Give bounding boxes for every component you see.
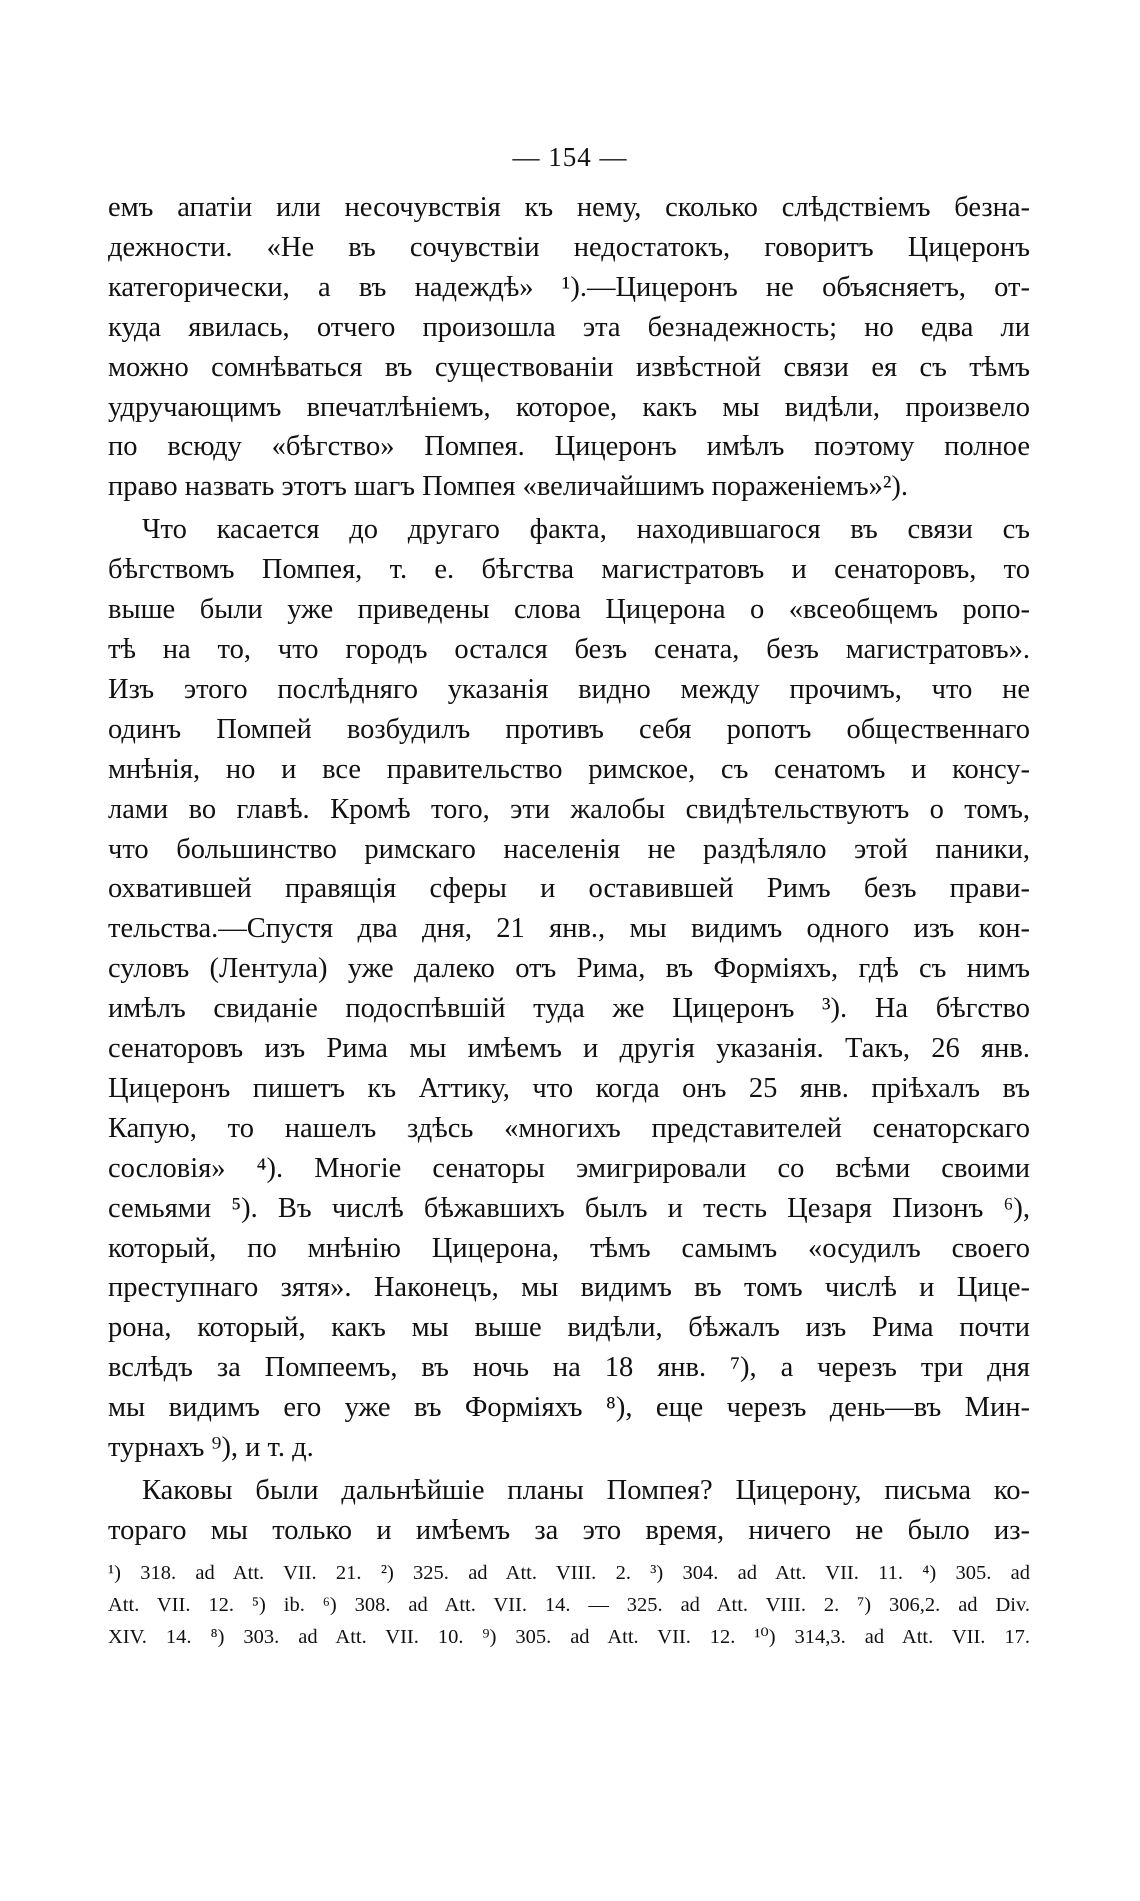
text-line: мы видимъ его уже въ Форміяхъ ⁸), еще черезъ день—въ Мин- (108, 1392, 1030, 1424)
text-line: который, по мнѣнію Цицерона, тѣмъ самымъ «осудилъ своего (108, 1232, 1030, 1264)
text-line: что большинство римскаго населенія не раздѣляло этой паники, (108, 833, 1030, 865)
text-line: одинъ Помпей возбудилъ противъ себя ропотъ общественнаго (108, 713, 1030, 745)
text-line: Изъ этого послѣдняго указанія видно между прочимъ, что не (108, 673, 1030, 705)
footnotes (108, 1557, 1030, 1653)
text-line: удручающимъ впечатлѣніемъ, которое, какъ мы видѣли, произвело (108, 391, 1030, 423)
text-line: бѣгствомъ Помпея, т. е. бѣгства магистратовъ и сенаторовъ, то (108, 554, 1030, 586)
text-line: охватившей правящія сферы и оставившей Римъ безъ прави- (108, 873, 1030, 905)
text-line: мнѣнія, но и все правительство римское, съ сенатомъ и консу- (108, 753, 1030, 785)
text-line: можно сомнѣваться въ существованіи извѣстной связи ея съ тѣмъ (108, 351, 1030, 383)
text-line: сословія» ⁴). Многіе сенаторы эмигрировали со всѣми своими (108, 1152, 1030, 1184)
paragraph-start-line: Что касается до другаго факта, находившагося въ связи съ (142, 514, 1030, 546)
text-line: преступнаго зятя». Наконецъ, мы видимъ въ томъ числѣ и Цице- (108, 1272, 1030, 1304)
text-line: имѣлъ свиданіе подоспѣвшій туда же Цицеронъ ³). На бѣгство (108, 993, 1030, 1025)
text-line: суловъ (Лентула) уже далеко отъ Рима, въ Форміяхъ, гдѣ съ нимъ (108, 953, 1030, 985)
text-line: тѣ на то, что городъ остался безъ сената, безъ магистратовъ». (108, 633, 1030, 665)
text-line: тораго мы только и имѣемъ за это время, ничего не было из- (108, 1514, 1030, 1546)
text-line: куда явилась, отчего произошла эта безнадежность; но едва ли (108, 311, 1030, 343)
text-line: категорически, а въ надеждѣ» ¹).—Цицеронъ не объясняетъ, от- (108, 271, 1030, 303)
footnote-line: XIV. 14. ⁸) 303. ad Att. VII. 10. ⁹) 305. ad Att. VII. 12. ¹⁰) 314,3. ad Att. VII. 17. (108, 1626, 1030, 1648)
text-line: право назвать этотъ шагъ Помпея «величайшимъ пораженіемъ»²). (108, 471, 908, 503)
paragraph-start-line: Каковы были дальнѣйшіе планы Помпея? Цицерону, письма ко- (142, 1475, 1030, 1506)
text-line: семьями ⁵). Въ числѣ бѣжавшихъ былъ и тесть Цезаря Пизонъ ⁶), (108, 1192, 1030, 1224)
text-line: Капую, то нашелъ здѣсь «многихъ представителей сенаторскаго (108, 1112, 1030, 1144)
text-line: вслѣдъ за Помпеемъ, въ ночь на 18 янв. ⁷), а черезъ три дня (108, 1352, 1030, 1384)
body-text (108, 188, 1030, 1551)
footnote-line: ¹) 318. ad Att. VII. 21. ²) 325. ad Att. VIII. 2. ³) 304. ad Att. VII. 11. ⁴) 305. ad (108, 1562, 1030, 1584)
text-line: Цицеронъ пишетъ къ Аттику, что когда онъ 25 янв. пріѣхалъ въ (108, 1072, 1030, 1104)
text-line: лами во главѣ. Кромѣ того, эти жалобы свидѣтельствуютъ о томъ, (108, 793, 1030, 825)
text-line: сенаторовъ изъ Рима мы имѣемъ и другія указанія. Такъ, 26 янв. (108, 1033, 1030, 1065)
text-line: турнахъ ⁹), и т. д. (108, 1432, 314, 1464)
text-line: тельства.—Спустя два дня, 21 янв., мы видимъ одного изъ кон- (108, 913, 1030, 945)
text-line: выше были уже приведены слова Цицерона о «всеобщемъ ропо- (108, 594, 1030, 626)
text-line: рона, который, какъ мы выше видѣли, бѣжалъ изъ Рима почти (108, 1312, 1030, 1344)
footnote-line: Att. VII. 12. ⁵) ib. ⁶) 308. ad Att. VII. 14. — 325. ad Att. VIII. 2. ⁷) 306,2. ad Div. (108, 1594, 1030, 1616)
text-line: дежности. «Не въ сочувствіи недостатокъ, говоритъ Цицеронъ (108, 231, 1030, 263)
page-number: — 154 — (512, 142, 628, 172)
text-line: емъ апатіи или несочувствія къ нему, сколько слѣдствіемъ безна- (108, 192, 1030, 223)
text-line: по всюду «бѣгство» Помпея. Цицеронъ имѣлъ поэтому полное (108, 431, 1030, 463)
